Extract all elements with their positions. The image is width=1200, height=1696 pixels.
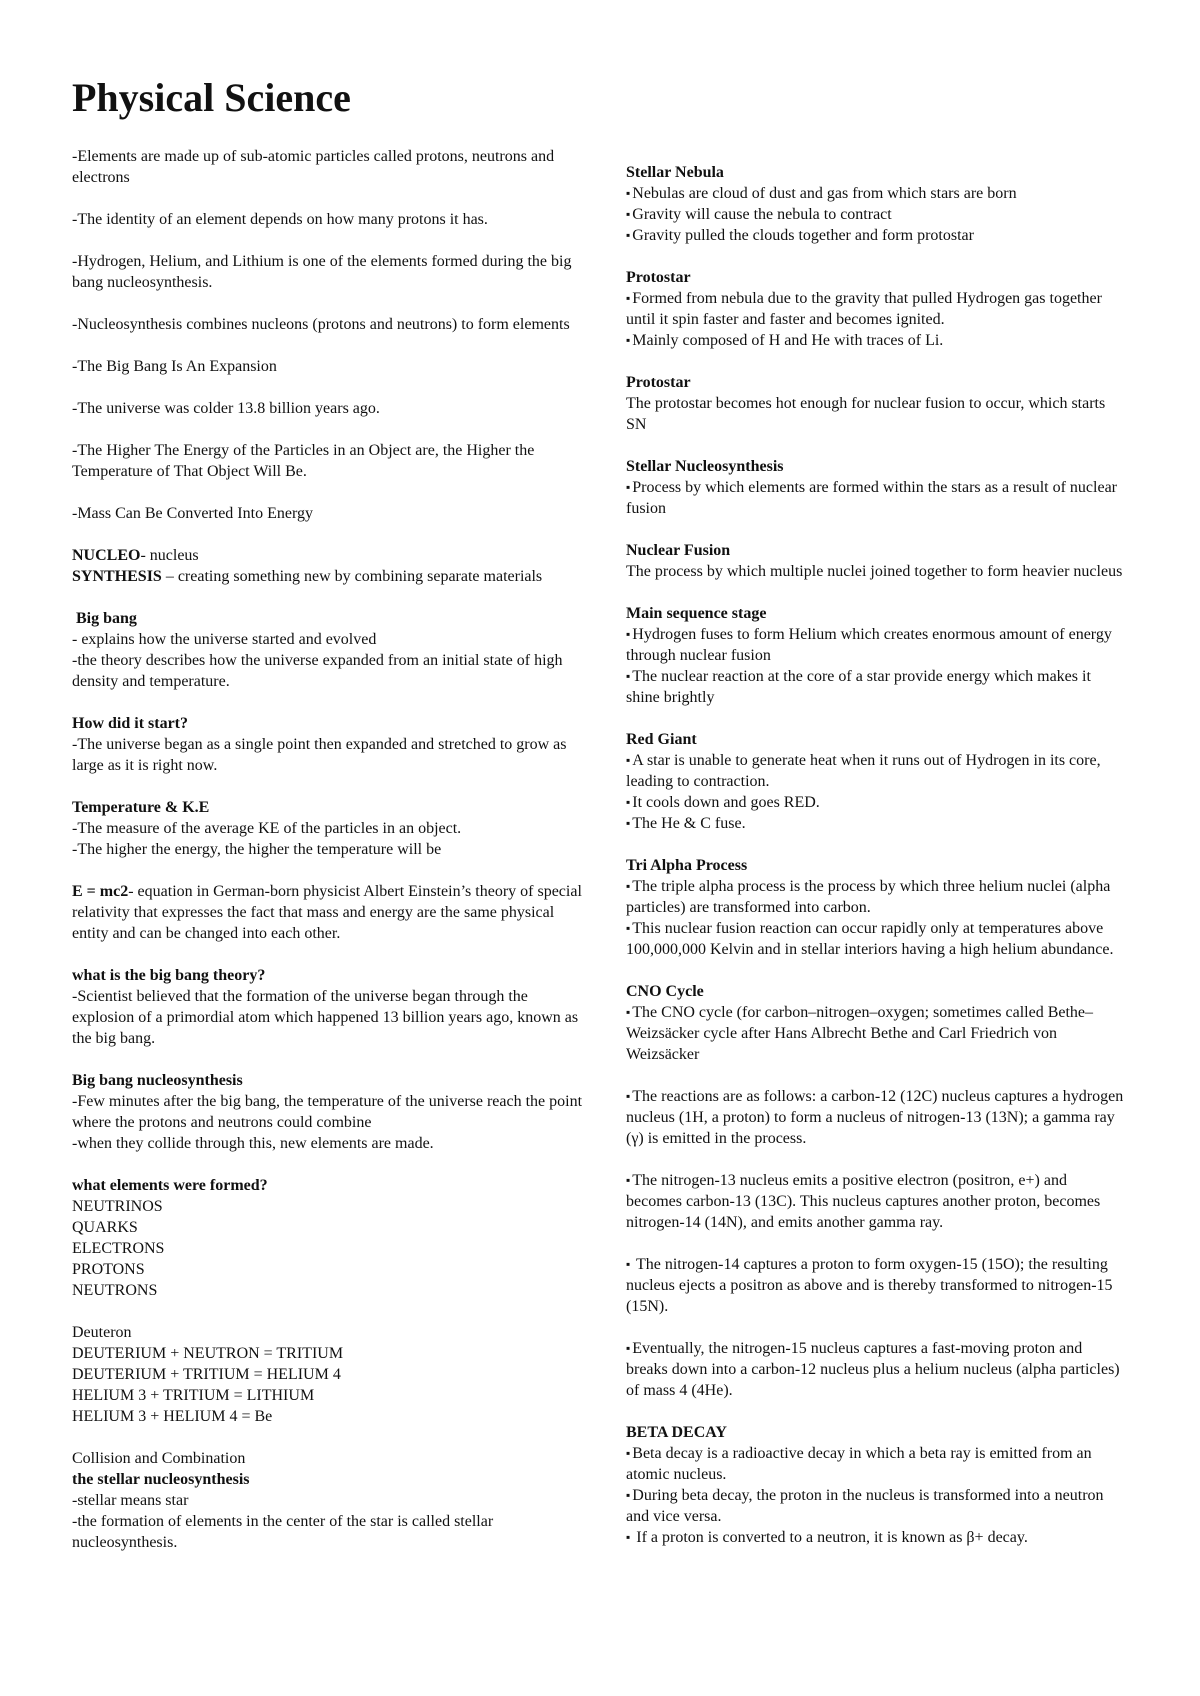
- list-item: ▪ It cools down and goes RED.: [626, 792, 1126, 813]
- start-line-1: -The universe began as a single point then expanded and stretched to grow as large as it is right now.: [72, 736, 567, 774]
- list-item: ▪ Process by which elements are formed within the stars as a result of nuclear fusion: [626, 477, 1126, 519]
- cno-list-1: [626, 1002, 1126, 1065]
- term-synthesis: SYNTHESIS: [72, 568, 162, 585]
- page-title: Physical Science: [72, 75, 351, 120]
- formed-item: QUARKS: [72, 1219, 138, 1236]
- heading-stellar-nucleosynthesis-right: Stellar Nucleosynthesis: [626, 458, 784, 475]
- list-item: ▪ During beta decay, the proton in the nucleus is transformed into a neutron and vice versa.: [626, 1485, 1126, 1527]
- term-emc2: E = mc2: [72, 883, 129, 900]
- note-colder: -The universe was colder 13.8 billion years ago.: [72, 400, 380, 417]
- heading-nuclear-fusion: Nuclear Fusion: [626, 542, 731, 559]
- list-item: ▪ The CNO cycle (for carbon–nitrogen–oxygen; sometimes called Bethe–Weizsäcker cycle after Hans Albrecht Bethe and Carl Friedrich von Weizsäcker: [626, 1002, 1126, 1065]
- list-item: ▪ Formed from nebula due to the gravity that pulled Hydrogen gas together until it spin faster and faster and becomes ignited.: [626, 288, 1126, 330]
- sn-list: [626, 477, 1126, 519]
- stellar-line-1: -stellar means star: [72, 1492, 189, 1509]
- list-item: ▪ Eventually, the nitrogen-15 nucleus captures a fast-moving proton and breaks down into a carbon-12 nucleus plus a helium nucleus (alpha particles) of mass 4 (4He).: [626, 1338, 1126, 1401]
- note-expansion: -The Big Bang Is An Expansion: [72, 358, 277, 375]
- big-bang-line-2: -the theory describes how the universe expanded from an initial state of high density and temperature.: [72, 652, 563, 690]
- formed-item: PROTONS: [72, 1261, 145, 1278]
- definition-emc2: [72, 881, 587, 944]
- heading-big-bang-nucleosynthesis: Big bang nucleosynthesis: [72, 1072, 243, 1089]
- stellar-line-2: -the formation of elements in the center of the star is called stellar nucleosynthesis.: [72, 1513, 494, 1551]
- term-nucleo: NUCLEO: [72, 547, 141, 564]
- note-nucleosynthesis: -Nucleosynthesis combines nucleons (protons and neutrons) to form elements: [72, 316, 570, 333]
- right-column: [626, 162, 1126, 1548]
- heading-elements-formed: what elements were formed?: [72, 1177, 268, 1194]
- formed-item: NEUTRINOS: [72, 1198, 163, 1215]
- heading-protostar: Protostar: [626, 269, 691, 286]
- list-item: ▪ The triple alpha process is the process by which three helium nuclei (alpha particles) are transformed into carbon.: [626, 876, 1126, 918]
- cno-list-4: [626, 1254, 1126, 1317]
- list-item: ▪ The reactions are as follows: a carbon-12 (12C) nucleus captures a hydrogen nucleus (1H, a proton) to form a nucleus of nitrogen-13 (13N); a gamma ray (γ) is emitted in the process.: [626, 1086, 1126, 1149]
- list-item: ▪ This nuclear fusion reaction can occur rapidly only at temperatures above 100,000,000 Kelvin and in stellar interiors having a high helium abundance.: [626, 918, 1126, 960]
- beta-decay-list: [626, 1443, 1126, 1548]
- heading-temperature-ke: Temperature & K.E: [72, 799, 210, 816]
- list-item: ▪ Hydrogen fuses to form Helium which creates enormous amount of energy through nuclear fusion: [626, 624, 1126, 666]
- red-giant-list: [626, 750, 1126, 834]
- left-column: [72, 146, 587, 1553]
- temperature-line-1: -The measure of the average KE of the particles in an object.: [72, 820, 462, 837]
- theory-line-1: -Scientist believed that the formation of the universe began through the explosion of a primordial atom which happened 13 billion years ago, known as the big bang.: [72, 988, 579, 1047]
- equation: HELIUM 3 + TRITIUM = LITHIUM: [72, 1387, 315, 1404]
- list-item: ▪ The He & C fuse.: [626, 813, 1126, 834]
- protostar-2-text: The protostar becomes hot enough for nuclear fusion to occur, which starts SN: [626, 395, 1106, 433]
- heading-red-giant: Red Giant: [626, 731, 697, 748]
- heading-cno-cycle: CNO Cycle: [626, 983, 704, 1000]
- nebula-list: [626, 183, 1126, 246]
- equation: DEUTERIUM + NEUTRON = TRITIUM: [72, 1345, 344, 1362]
- heading-protostar-2: Protostar: [626, 374, 691, 391]
- list-item: ▪ Gravity will cause the nebula to contract: [626, 204, 1126, 225]
- protostar-list: [626, 288, 1126, 351]
- list-item: ▪ A star is unable to generate heat when it runs out of Hydrogen in its core, leading to contraction.: [626, 750, 1126, 792]
- note-identity: -The identity of an element depends on how many protons it has.: [72, 211, 488, 228]
- heading-tri-alpha: Tri Alpha Process: [626, 857, 748, 874]
- cno-list-5: [626, 1338, 1126, 1401]
- main-sequence-list: [626, 624, 1126, 708]
- heading-big-bang: Big bang: [76, 610, 137, 627]
- cno-list-2: [626, 1086, 1126, 1149]
- bbn-line-1: -Few minutes after the big bang, the temperature of the universe reach the point where the protons and neutrons could combine: [72, 1093, 583, 1131]
- formed-item: ELECTRONS: [72, 1240, 165, 1257]
- list-item: ▪ If a proton is converted to a neutron, it is known as β+ decay.: [626, 1527, 1126, 1548]
- heading-how-did-it-start: How did it start?: [72, 715, 188, 732]
- equation: HELIUM 3 + HELIUM 4 = Be: [72, 1408, 273, 1425]
- formed-item: NEUTRONS: [72, 1282, 158, 1299]
- heading-stellar-nebula: Stellar Nebula: [626, 164, 724, 181]
- def-emc2: - equation in German-born physicist Albert Einstein’s theory of special relativity that expresses the fact that mass and energy are the same physical entity and can be changed into each other.: [72, 883, 582, 942]
- bbn-line-2: -when they collide through this, new elements are made.: [72, 1135, 434, 1152]
- note-mass-energy: -Mass Can Be Converted Into Energy: [72, 505, 313, 522]
- heading-main-sequence: Main sequence stage: [626, 605, 767, 622]
- heading-big-bang-theory: what is the big bang theory?: [72, 967, 266, 984]
- heading-stellar-nucleosynthesis: the stellar nucleosynthesis: [72, 1471, 250, 1488]
- heading-beta-decay: BETA DECAY: [626, 1424, 727, 1441]
- fusion-text: The process by which multiple nuclei joined together to form heavier nucleus: [626, 563, 1123, 580]
- def-nucleo: - nucleus: [140, 547, 199, 564]
- note-energy-temperature: -The Higher The Energy of the Particles in an Object are, the Higher the Temperature of That Object Will Be.: [72, 442, 535, 480]
- list-item: ▪ The nuclear reaction at the core of a star provide energy which makes it shine brightly: [626, 666, 1126, 708]
- list-item: ▪ Nebulas are cloud of dust and gas from which stars are born: [626, 183, 1126, 204]
- definition-nucleo: [72, 545, 587, 566]
- definition-synthesis: [72, 566, 587, 587]
- list-item: ▪ The nitrogen-14 captures a proton to form oxygen-15 (15O); the resulting nucleus ejects a positron as above and is thereby transformed to nitrogen-15 (15N).: [626, 1254, 1126, 1317]
- list-item: ▪ The nitrogen-13 nucleus emits a positive electron (positron, e+) and becomes carbon-13 (13C). This nucleus captures another proton, becomes nitrogen-14 (14N), and emits another gamma ray.: [626, 1170, 1126, 1233]
- deuteron-label: Deuteron: [72, 1324, 132, 1341]
- list-item: ▪ Gravity pulled the clouds together and form protostar: [626, 225, 1126, 246]
- cno-list-3: [626, 1170, 1126, 1233]
- list-item: ▪ Beta decay is a radioactive decay in which a beta ray is emitted from an atomic nucleus.: [626, 1443, 1126, 1485]
- big-bang-line-1: - explains how the universe started and evolved: [72, 631, 377, 648]
- equation: DEUTERIUM + TRITIUM = HELIUM 4: [72, 1366, 341, 1383]
- note-subatomic: -Elements are made up of sub-atomic particles called protons, neutrons and electrons: [72, 148, 555, 186]
- tri-alpha-list: [626, 876, 1126, 960]
- list-item: ▪ Mainly composed of H and He with traces of Li.: [626, 330, 1126, 351]
- temperature-line-2: -The higher the energy, the higher the temperature will be: [72, 841, 442, 858]
- note-elements-formed: -Hydrogen, Helium, and Lithium is one of the elements formed during the big bang nucleosynthesis.: [72, 253, 572, 291]
- collision-label: Collision and Combination: [72, 1450, 246, 1467]
- def-synthesis: – creating something new by combining separate materials: [161, 568, 543, 585]
